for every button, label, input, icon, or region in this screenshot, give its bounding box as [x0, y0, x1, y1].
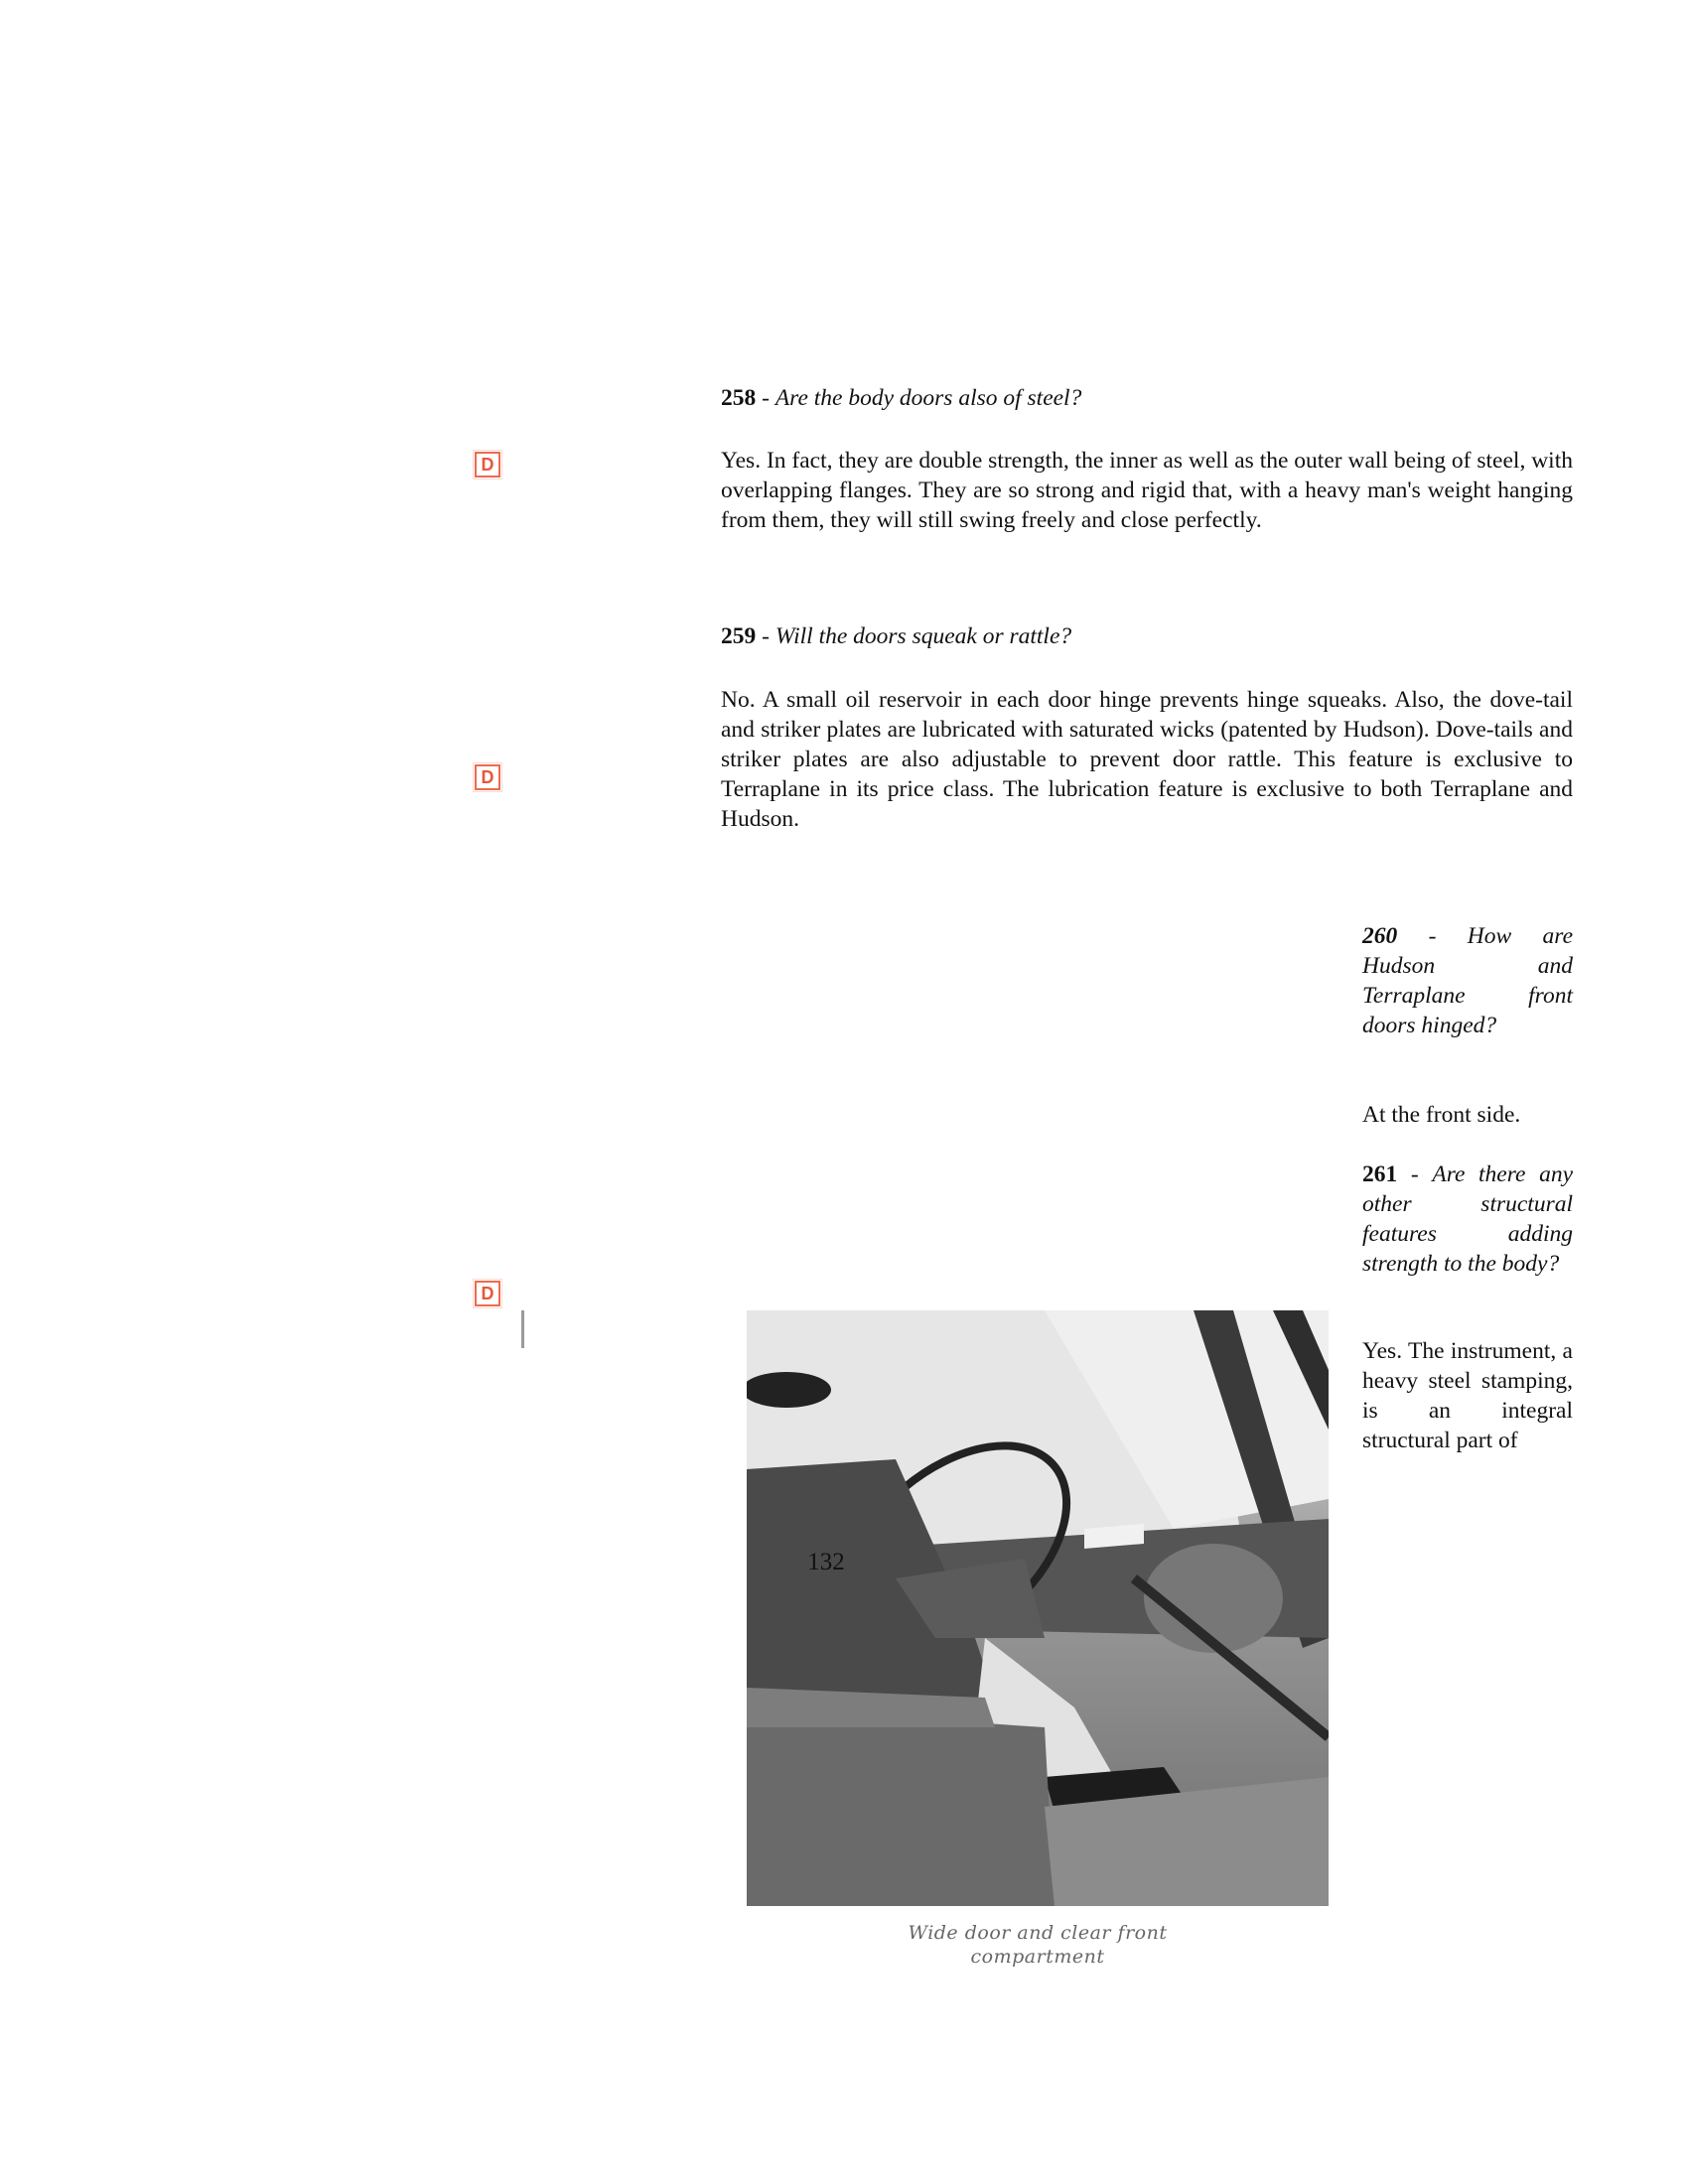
question-text: How are Hudson and Terraplane front doors hinged?: [1362, 923, 1573, 1038]
question-text: Are the body doors also of steel?: [774, 385, 1082, 411]
answer-260: At the front side.: [1362, 1102, 1521, 1128]
page-number: 132: [807, 1549, 845, 1575]
question-259: [721, 621, 1573, 651]
photo-illustration: [747, 1310, 1329, 1906]
figure-caption: Wide door and clear front compartment: [908, 1922, 1168, 1968]
question-260: [1362, 921, 1573, 1040]
question-separator: -: [1397, 1161, 1433, 1187]
margin-mark: [521, 1310, 524, 1348]
answer-261: Yes. The instrument, a heavy steel stamping, is an integral structural part of: [1362, 1338, 1573, 1453]
answer-259: No. A small oil reservoir in each door hinge prevents hinge squeaks. Also, the dove-tail and striker plates are lubricated with saturated wicks (patented by Hudson). Dove-tails and striker plates are also adjustable to prevent door rattle. This feature is exclusive to Terraplane in its price class. The lubrication feature is exclusive to both Terraplane and Hudson.: [721, 687, 1573, 832]
question-number: 260: [1362, 923, 1398, 949]
answer-258: Yes. In fact, they are double strength, the inner as well as the outer wall being of steel, with overlapping flanges. They are so strong and rigid that, with a heavy man's weight hanging from them, they will still swing freely and close perfectly.: [721, 448, 1573, 533]
badge-label: D: [481, 1284, 494, 1303]
d-marker-icon[interactable]: [475, 452, 500, 478]
question-number: 261: [1362, 1161, 1398, 1187]
d-marker-icon[interactable]: [475, 764, 500, 790]
question-text: Are there any other structural features adding strength to the body?: [1362, 1161, 1574, 1277]
question-number: 259: [721, 623, 757, 649]
badge-label: D: [481, 455, 494, 475]
question-number: 258: [721, 385, 757, 411]
question-text: Will the doors squeak or rattle?: [774, 623, 1072, 649]
question-separator: -: [756, 385, 775, 411]
badge-label: D: [481, 767, 494, 787]
photo-car-interior: [747, 1310, 1329, 1906]
d-marker-icon[interactable]: [475, 1281, 500, 1306]
question-261: [1362, 1160, 1573, 1279]
question-separator: -: [756, 623, 775, 649]
question-separator: -: [1397, 923, 1468, 949]
question-258: [721, 383, 1573, 413]
